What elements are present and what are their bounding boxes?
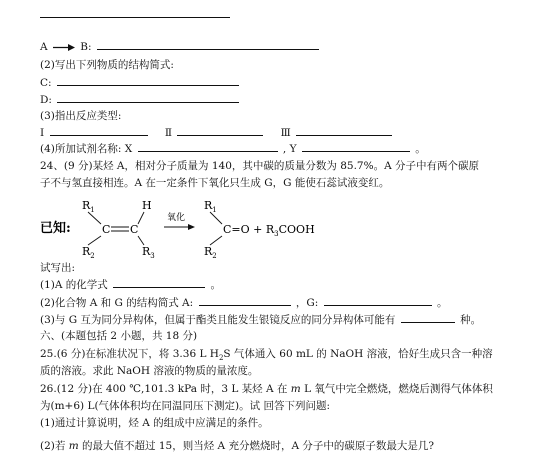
reagent-x-label: (4)所加试剂名称: X [40,143,133,155]
q24-part3-end: 种。 [460,314,482,326]
q24-part2-text: (2)化合物 A 和 G 的结构简式 A: [40,297,194,309]
q24-line-1: 24、(9 分)某烃 A，相对分子质量为 140，其中碳的质量分数为 85.7%。A 分子中有两个碳原 [40,160,479,172]
q25-text-a: 25.(6 分)在标准状况下，将 3.36 L H [40,348,219,360]
roman-1-label: Ⅰ [40,127,45,139]
reactant-r3: $R_3$ [142,245,155,260]
q25-subscript: 2 [218,354,224,363]
q26-line-1 [40,383,493,396]
roman-3-label: Ⅲ [280,127,291,139]
q24-part3 [40,313,481,327]
reactant-r2: $R_2$ [82,245,95,260]
c-label: C: [40,77,52,89]
right-arrow-icon [53,43,75,52]
product-r2: $R_2$ [204,245,217,260]
try-write-label: 试写出: [40,262,76,274]
reactant-r1: $R_1$ [82,199,95,214]
answer-blank-roman-3[interactable] [296,126,392,136]
bond-line [138,212,144,224]
product-formula: $C=O + R_3COOH$ [223,223,315,238]
q26-text-b: L 氧气中完全燃烧，燃烧后测得气体体积 [300,383,493,395]
roman-2-label: Ⅱ [164,127,172,139]
q24-part1 [40,278,221,292]
q26-line-4 [40,440,434,453]
a-label: A [40,41,48,53]
c-line [40,76,241,90]
q24-part1-text: (1)A 的化学式 [40,279,108,291]
bond-line [138,236,144,245]
b-label: B: [80,41,92,53]
reactant-c-left: C [102,223,111,236]
d-line [40,93,241,107]
reaction-type-line [40,126,394,140]
q24-line-2: 子不与氢直接相连。A 在一定条件下氧化只生成 G，G 能使石蕊试液变红。 [40,177,390,189]
answer-line-top [40,17,230,18]
answer-blank-b[interactable] [97,40,319,50]
answer-blank-d[interactable] [57,93,239,103]
answer-blank-isomer-count[interactable] [401,313,455,323]
reagent-y-label: , Y [282,143,297,155]
reactant-h: H [142,199,152,212]
answer-blank-y[interactable] [302,142,410,152]
answer-blank-a[interactable] [199,296,291,306]
section-6-title: 六、(本题包括 2 小题，共 18 分) [40,330,198,342]
q25-line-1 [40,348,493,365]
answer-blank-g[interactable] [324,296,432,306]
q24-part2-end: 。 [436,297,448,309]
bond-line [210,236,222,245]
bond-line [88,236,101,245]
product-r1: $R_1$ [204,199,217,214]
q25-line-2: 质的溶液。求此 NaOH 溶液的物质的量浓度。 [40,365,259,377]
reactant-c-right: C [130,223,139,236]
q26-text-d: 的最大值不超过 15，则当烃 A 充分燃烧时，A 分子中的碳原子数最大是几? [78,440,435,452]
reagent-line [40,142,426,156]
q26-text-c: (2)若 [40,440,69,452]
d-label: D: [40,94,52,106]
oxidation-label: 氧化 [167,213,186,223]
answer-blank-x[interactable] [138,142,278,152]
arrowhead-icon [188,224,195,230]
answer-blank-c[interactable] [57,76,239,86]
q24-part3-text: (3)与 G 互为同分异构体，但属于酯类且能发生银镜反应的同分异构体可能有 [40,314,396,326]
reagent-end: 。 [415,143,426,155]
q24-part2 [40,296,447,310]
answer-blank-roman-2[interactable] [177,126,263,136]
q26-var-m: m [290,383,301,395]
answer-blank-roman-1[interactable] [50,126,148,136]
q26-line-3: (1)通过计算说明，烃 A 的组成中应满足的条件。 [40,417,269,429]
answer-blank-formula[interactable] [113,278,205,288]
a-to-b-line [40,40,321,54]
q26-line-2: 为(m+6) L(气体体积均在同温同压下测定)。试 回答下列问题: [40,400,331,412]
q24-part1-end: 。 [210,279,221,291]
q26-text-a: 26.(12 分)在 400 ℃,101.3 kPa 时，3 L 某烃 A 在 [40,383,291,395]
q23-part3: (3)指出反应类型: [40,110,122,122]
q24-part2-g-label: ，G: [295,297,319,309]
q25-text-b: S 气体通入 60 mL 的 NaOH 溶液，恰好生成只含一种溶 [223,348,493,360]
oxidation-reaction-diagram [40,196,370,260]
q26-var-m-2: m [68,440,79,452]
known-label: 已知: [40,221,71,236]
q23-part2: (2)写出下列物质的结构简式: [40,59,174,71]
